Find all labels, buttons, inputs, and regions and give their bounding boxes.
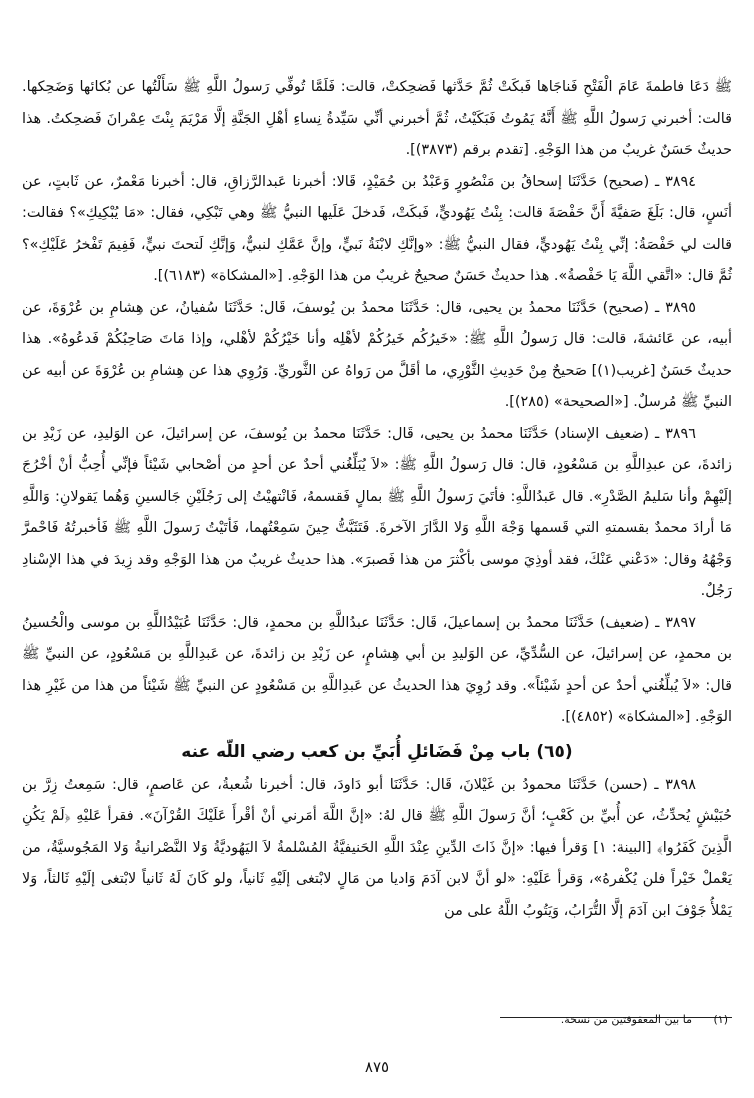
- paragraph-continuation: ﷺ دَعَا فاطمةَ عَامَ الْفَتْحِ فَناجَاها فَبكَتْ ثُمَّ حَدَّثها فَضحِكتْ، قالت: فَلَمَّا تُوفِّي رَسولُ اللَّهِ ﷺ سَأَلْتُها عن بُكائها وَضَحِكها. قالت: أخبرني رَسولُ اللَّهِ ﷺ أَنَّهُ يَمُوتُ فَبَكَيْتُ، ثُمَّ أخبرني أنِّي سَيِّدةُ نِساءِ أهْلِ الجَنَّةِ إلَّا مَرْيَمَ بِنْتَ عِمْرانَ فَضحِكتُ. هذا حديثٌ حَسَنٌ غريبٌ من هذا الوَجْهِ. [تقدم برقم (٣٨٧٣)].: [22, 79, 732, 158]
- hadith-3897: ٣٨٩٧ ـ (ضعيف) حَدَّثَنَا محمدُ بن إسماعيلَ، قَال: حَدَّثَنَا عبدُاللَّهِ بن محمدٍ، قال: حَدَّثَنَا عُبَيْدُاللَّهِ بن موسى والْحُسينُ بن محمدٍ، عن إسرائيلَ، عن السُّدِّيِّ، عن الوَليدِ بن أبي هِشامٍ، عن زَيْدِ بن زائدةَ، عن عَبدِاللَّهِ بن مَسْعُودٍ، عن النبيِّ ﷺ قال: «لاَ يُبلِّغُني أحدٌ عن أحدٍ شَيْئاً». وقد رُوِيَ هذا الحديثُ عن عَبدِاللَّهِ بن مَسْعُودٍ عن النبيِّ ﷺ شَيْئاً من هذا من غَيْرِ هذا الوَجْهِ. [«المشكاة» (٤٨٥٢)].: [22, 614, 732, 725]
- hadith-3895: ٣٨٩٥ ـ (صحيح) حَدَّثَنَا محمدُ بن يحيى، قال: حَدَّثَنَا محمدُ بن يُوسفَ، قَال: حَدَّثَنَا سُفيانُ، عن هِشامِ بن عُرْوَةَ، عن أبيه، عن عَائشةَ، قالت: قال رَسولُ اللَّهِ ﷺ: «خَيرُكُم خَيرُكُمْ لأهْلِه وأنا خَيْرُكُمْ لأهْلي، وإذا مَاتَ صَاحِبُكُمْ فَدعُوهُ». هذا حديثٌ حَسَنٌ [غريب(١)] صَحيحٌ مِنْ حَدِيثِ الثَّوْرِي، ما أقَلَّ من رَواهُ عن الثَّوريِّ. وَرُوِي هذا عن هِشامِ بن عُرْوَةَ عن أبيه عن النبيِّ ﷺ مُرسلٌ. [«الصحيحة» (٢٨٥)].: [22, 299, 732, 410]
- footnote: [561, 1010, 728, 1030]
- footnote-text: ما بين المعقوفتين من نسخة.: [560, 1013, 692, 1026]
- page-number: ٨٧٥: [364, 1058, 390, 1076]
- chapter-heading: (٦٥) باب مِنْ فَضَائلِ أُبَيِّ بن كعب رضي اللّه عنه: [181, 741, 573, 762]
- hadith-3896: ٣٨٩٦ ـ (ضعيف الإسناد) حَدَّثَنَا محمدُ بن يحيى، قَال: حَدَّثَنَا محمدُ بن يُوسفَ، عن إسرائيلَ، عن الوَليدِ، عن زَيْدِ بن زائدةَ، عن عبدِاللَّهِ بن مَسْعُودٍ، قال: قال رَسولُ اللَّهِ ﷺ: «لاَ يُبَلِّغُني أحدٌ عن أحدٍ من أصْحابي شَيْئاً فإنِّي أُحِبُّ أنْ أخْرُجَ إلَيْهِمْ وأنا سَليمُ الصَّدْرِ». قال عَبدُاللَّهِ: فأتَيَ رَسولُ اللَّهِ ﷺ بمالٍ فَقسمهُ، فَانْتهيْتُ إلى رَجُلَيْنِ جَالسينِ وَهُما يَقولانِ: وَاللَّهِ مَا أرادَ محمدٌ بقسمتهِ التي قَسمها وَجْهَ اللَّهِ وَلا الدَّارَ الآخرةَ. فَتَثَبَّتُّ حِينَ سَمِعْتُهما، فَأتَيْتُ رَسولَ اللَّهِ ﷺ فَأخبرتُهُ فَاحْمرَّ وَجْهُهُ وقال: «دَعْني عَنْكَ، فقد أوذِيَ موسى بأكْثرَ من هذا فَصبرَ». هذا حديثٌ غريبٌ من هذا الوَجْهِ وقد زِيدَ في هذا الإسْنادِ رَجُلٌ.: [22, 425, 732, 599]
- footnote-number: (١): [713, 1013, 728, 1026]
- main-text: [22, 72, 732, 927]
- hadith-3898: ٣٨٩٨ ـ (حسن) حَدَّثَنَا محمودُ بن غَيْلانَ، قَال: حَدَّثَنَا أبو دَاودَ، قال: أخبرنا شُعبةُ، عن عَاصمٍ، قال: سَمِعتُ زِرَّ بن حُبَيْشٍ يُحدِّثُ، عن أُبيِّ بن كَعْبٍ؛ أنَّ رَسولَ اللَّهِ ﷺ قال لهُ: «إنَّ اللَّهَ أمَرني أنْ أقْرأَ عَلَيْكَ القُرْآنَ». فقرأ عَليْهِ ﴿لَمْ يَكُنِ الَّذِينَ كَفَرُوا﴾ [البينة: ١] وَقرأ فيها: «إنَّ ذَاتَ الدِّينِ عِنْدَ اللَّهِ الحَنيفيَّةُ المُسْلمةُ لاَ اليَهُوديَّةُ وَلا النَّصْرانيةُ وَلا المَجُوسيَّةُ، من يَعْملْ خَيْراً فلن يُكْفرهُ»، وَقرأ عَلَيْهِ: «لو أنَّ لابن آدَمَ وَاديا من مَالٍ لابْتغى إلَيْهِ ثَانياً، ولو كَانَ لَهُ ثَانياً لابْتغى إلَيْهِ ثَالثاً، وَلا يَمْلأُ جَوْفَ ابن آدَمَ إلَّا التُّرَابُ، وَيَتُوبُ اللَّهُ على من: [22, 776, 732, 919]
- hadith-3894: ٣٨٩٤ ـ (صحيح) حَدَّثَنَا إسحاقُ بن مَنْصُورٍ وَعَبْدُ بن حُمَيْدٍ، قَالا: أخبرنا عَبدالرَّزاقِ، قال: أخبرنا مَعْمرٌ، عن ثَابتٍ، عن أنَسٍ، قال: بَلَغَ صَفيَّةَ أَنَّ حَفْصَةَ قالت: بِنْتُ يَهُوديٍّ، فَبكَتْ، فَدخلَ عَلَيها النبيُّ ﷺ وهي تَبْكِي، فقال: «مَا يُبْكِيكِ»؟ فقالت: قالت لي حَفْصَةُ: إنِّي بِنْتُ يَهُوديٍّ، فقال النبيُّ ﷺ: «وإنَّكِ لابْنَةُ نَبيٍّ، وإنَّ عَمَّكِ لنبيٌّ، وَإنَّكِ لَتحتَ نبيٍّ، فَفِيمَ تَفْخرُ عَلَيْكِ»؟ ثُمَّ قال: «اتَّقي اللَّهَ يَا حَفْصةُ». هذا حديثٌ حَسَنٌ صحيحٌ غريبٌ من هذا الوَجْهِ. [«المشكاة» (٦١٨٣)].: [22, 173, 732, 284]
